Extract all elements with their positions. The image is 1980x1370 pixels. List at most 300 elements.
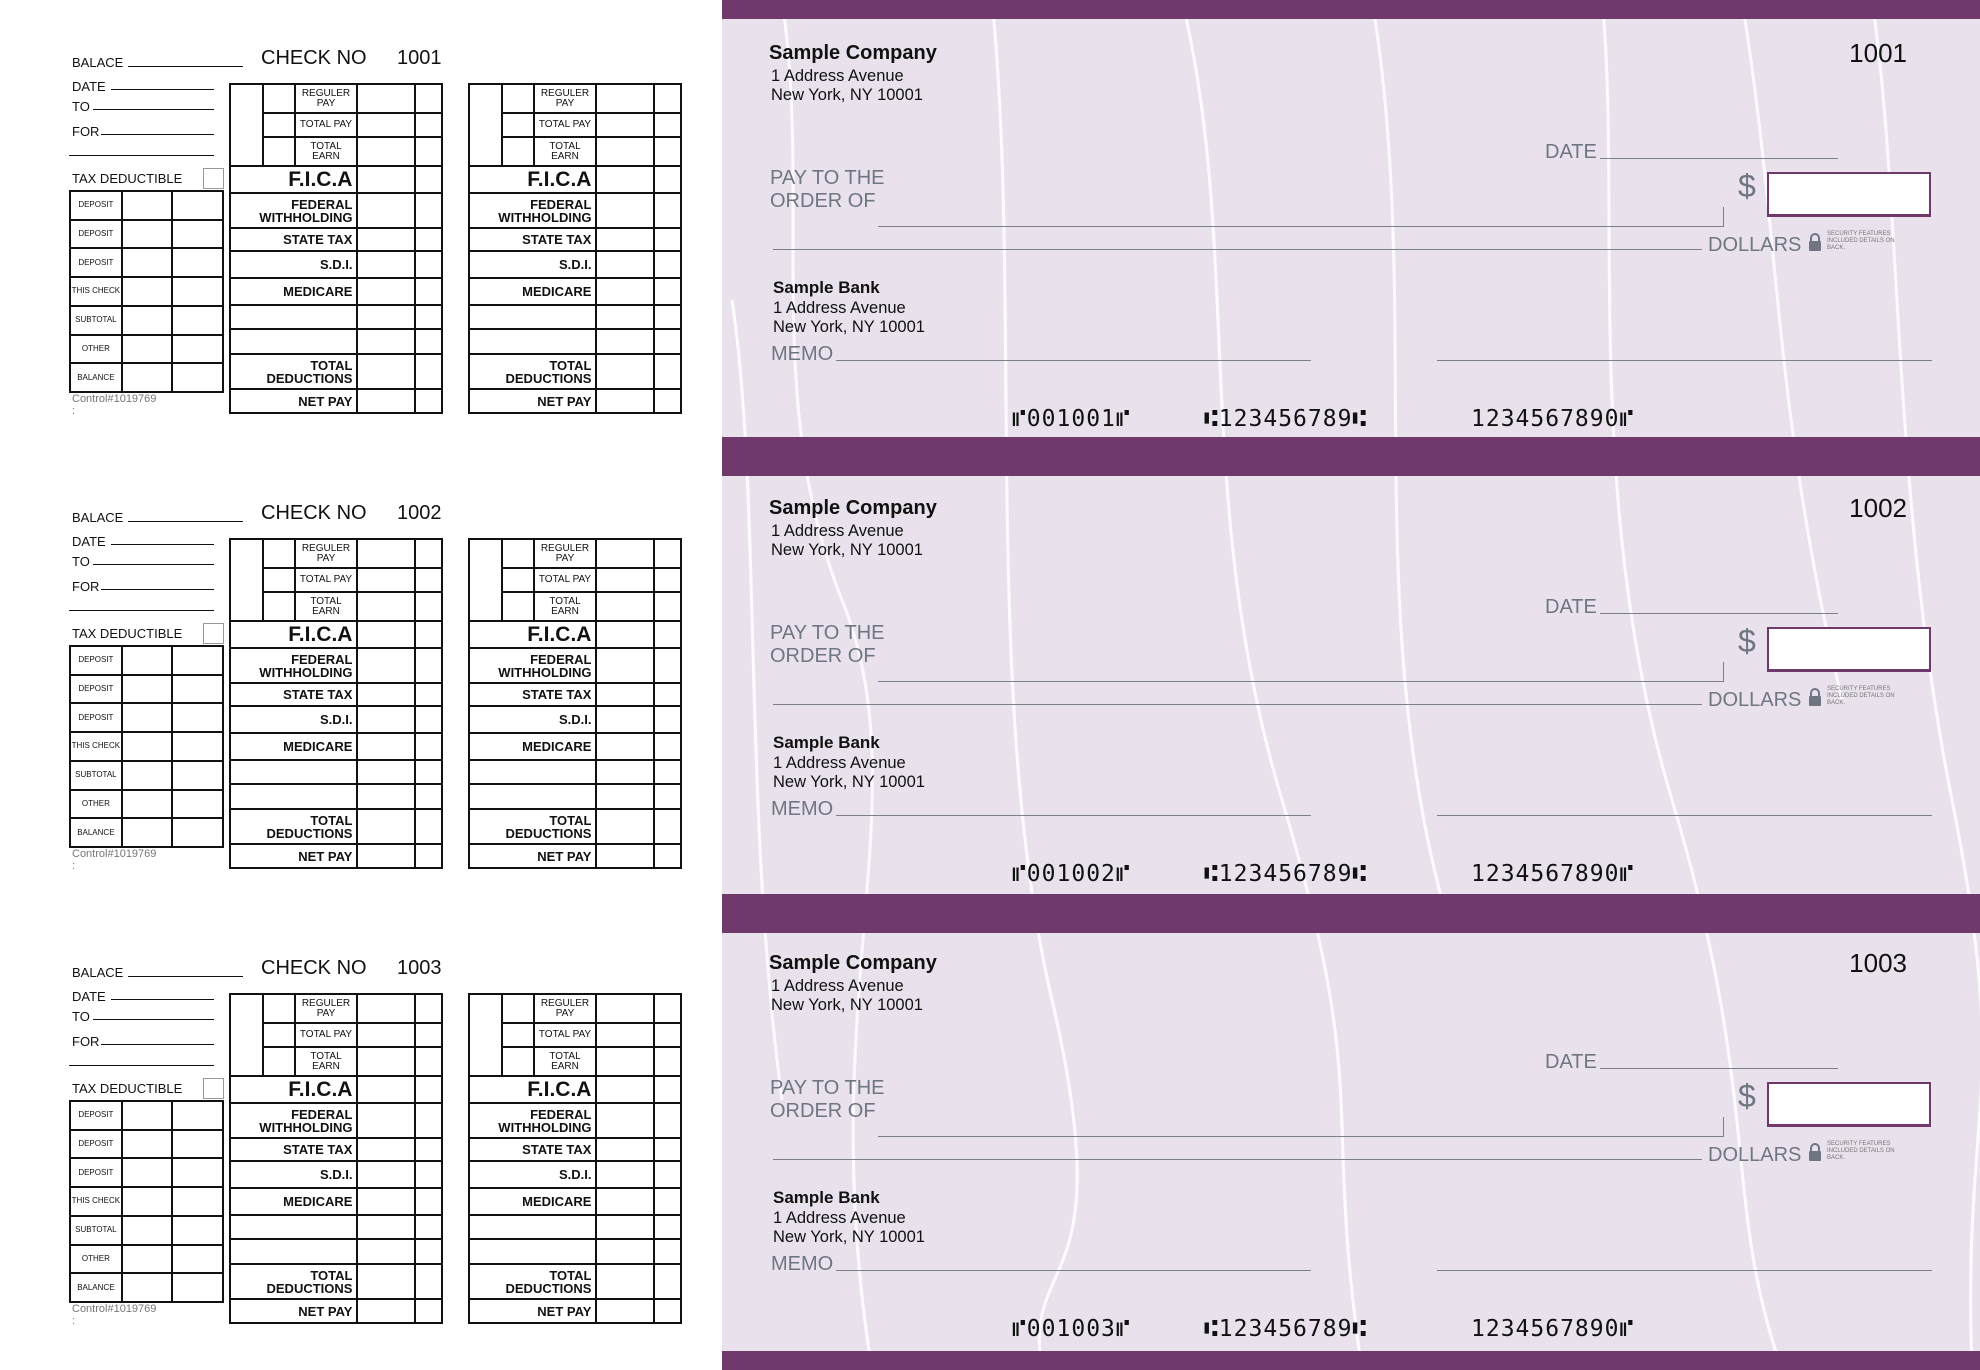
amount-cell[interactable] bbox=[596, 1103, 654, 1138]
blank-cell[interactable] bbox=[230, 1239, 357, 1264]
ledger-cell[interactable] bbox=[172, 646, 223, 675]
ledger-cell[interactable] bbox=[122, 790, 173, 819]
micr-check-number: ⑈001003⑈ bbox=[1012, 1316, 1131, 1342]
blank-cell[interactable] bbox=[263, 137, 295, 166]
cents-cell[interactable] bbox=[415, 137, 442, 166]
for-field-line2[interactable] bbox=[69, 610, 214, 611]
blank-cell[interactable] bbox=[469, 84, 502, 166]
amount-cell[interactable] bbox=[357, 137, 415, 166]
stub-check-number: 1001 bbox=[397, 47, 442, 69]
cents-cell[interactable] bbox=[415, 113, 442, 137]
ledger-label: SUBTOTAL bbox=[70, 306, 122, 335]
amount-cell[interactable] bbox=[596, 354, 654, 389]
for-field[interactable] bbox=[101, 134, 214, 135]
ledger-cell[interactable] bbox=[122, 363, 173, 392]
blank-cell[interactable] bbox=[469, 305, 596, 329]
cents-cell[interactable] bbox=[654, 1047, 681, 1076]
ledger-cell[interactable] bbox=[122, 818, 173, 847]
cents-cell[interactable] bbox=[415, 389, 442, 413]
amount-cell[interactable] bbox=[357, 760, 415, 784]
ledger-cell[interactable] bbox=[172, 1245, 223, 1274]
amount-cell[interactable] bbox=[596, 113, 654, 137]
cents-cell[interactable] bbox=[654, 1188, 681, 1215]
memo-field[interactable] bbox=[836, 815, 1311, 816]
cents-cell[interactable] bbox=[415, 1161, 442, 1188]
ledger-cell[interactable] bbox=[122, 220, 173, 249]
for-field-line2[interactable] bbox=[69, 155, 214, 156]
cents-cell[interactable] bbox=[415, 1239, 442, 1264]
federal-withholding-label: FEDERAL WITHHOLDING bbox=[230, 193, 357, 228]
total-earn-label: TOTAL EARN bbox=[534, 137, 597, 166]
blank-cell[interactable] bbox=[230, 760, 357, 784]
net-pay-label: NET PAY bbox=[469, 389, 596, 413]
ledger-cell[interactable] bbox=[172, 732, 223, 761]
net-pay-label: NET PAY bbox=[469, 844, 596, 868]
cents-cell[interactable] bbox=[415, 809, 442, 844]
ledger-cell[interactable] bbox=[122, 675, 173, 704]
ledger-cell[interactable] bbox=[172, 1273, 223, 1302]
reguler-pay-label: REGULER PAY bbox=[534, 539, 597, 568]
amount-cell[interactable] bbox=[357, 113, 415, 137]
cents-cell[interactable] bbox=[415, 760, 442, 784]
cents-cell[interactable] bbox=[415, 228, 442, 251]
cents-cell[interactable] bbox=[654, 994, 681, 1023]
ledger-cell[interactable] bbox=[172, 818, 223, 847]
amount-cell[interactable] bbox=[357, 1264, 415, 1299]
cents-cell[interactable] bbox=[654, 228, 681, 251]
to-field[interactable] bbox=[93, 1019, 214, 1020]
cents-cell[interactable] bbox=[415, 648, 442, 683]
micr-account-number: 1234567890⑈ bbox=[1471, 861, 1635, 887]
amount-cell[interactable] bbox=[596, 1023, 654, 1047]
medicare-label: MEDICARE bbox=[469, 278, 596, 305]
memo-field[interactable] bbox=[836, 1270, 1311, 1271]
date-field[interactable] bbox=[111, 544, 214, 545]
ledger-cell[interactable] bbox=[172, 306, 223, 335]
amount-cell[interactable] bbox=[596, 251, 654, 278]
cents-cell[interactable] bbox=[415, 166, 442, 193]
check-number: 1002 bbox=[1849, 493, 1907, 523]
ledger-cell[interactable] bbox=[172, 761, 223, 790]
amount-cell[interactable] bbox=[357, 1299, 415, 1323]
amount-cell[interactable] bbox=[357, 1215, 415, 1239]
ledger-cell[interactable] bbox=[122, 277, 173, 306]
cents-cell[interactable] bbox=[654, 166, 681, 193]
ledger-cell[interactable] bbox=[122, 1130, 173, 1159]
blank-cell[interactable] bbox=[230, 994, 263, 1076]
amount-cell[interactable] bbox=[357, 1239, 415, 1264]
to-field[interactable] bbox=[93, 109, 214, 110]
cents-cell[interactable] bbox=[654, 1076, 681, 1103]
amount-cell[interactable] bbox=[596, 1188, 654, 1215]
cents-cell[interactable] bbox=[415, 329, 442, 354]
amount-cell[interactable] bbox=[357, 251, 415, 278]
blank-cell[interactable] bbox=[263, 1023, 295, 1047]
ledger-cell[interactable] bbox=[122, 732, 173, 761]
amount-cell[interactable] bbox=[596, 1299, 654, 1323]
amount-cell[interactable] bbox=[357, 648, 415, 683]
amount-cell[interactable] bbox=[596, 706, 654, 733]
for-label: FOR bbox=[72, 579, 100, 594]
cents-cell[interactable] bbox=[415, 1103, 442, 1138]
ledger-cell[interactable] bbox=[122, 335, 173, 364]
tax-deductible-checkbox[interactable] bbox=[203, 168, 224, 189]
lock-icon bbox=[1808, 687, 1822, 707]
blank-cell[interactable] bbox=[263, 84, 295, 113]
ledger-cell[interactable] bbox=[172, 277, 223, 306]
cents-cell[interactable] bbox=[654, 1215, 681, 1239]
cents-cell[interactable] bbox=[654, 137, 681, 166]
amount-cell[interactable] bbox=[596, 1239, 654, 1264]
ledger-cell[interactable] bbox=[172, 790, 223, 819]
amount-cell[interactable] bbox=[596, 592, 654, 621]
company-address-line2: New York, NY 10001 bbox=[771, 996, 923, 1014]
date-field[interactable] bbox=[111, 89, 214, 90]
amount-cell[interactable] bbox=[357, 354, 415, 389]
check-number: 1003 bbox=[1849, 948, 1907, 978]
ledger-cell[interactable] bbox=[122, 1158, 173, 1187]
amount-cell[interactable] bbox=[596, 568, 654, 592]
amount-cell[interactable] bbox=[596, 648, 654, 683]
cents-cell[interactable] bbox=[654, 844, 681, 868]
bank-address-line2: New York, NY 10001 bbox=[773, 1228, 925, 1246]
ledger-cell[interactable] bbox=[172, 1101, 223, 1130]
cents-cell[interactable] bbox=[654, 539, 681, 568]
blank-cell[interactable] bbox=[230, 539, 263, 621]
cents-cell[interactable] bbox=[415, 592, 442, 621]
amount-cell[interactable] bbox=[357, 193, 415, 228]
amount-cell[interactable] bbox=[357, 683, 415, 706]
cents-cell[interactable] bbox=[654, 389, 681, 413]
signature-line[interactable] bbox=[1437, 815, 1932, 816]
amount-cell[interactable] bbox=[357, 568, 415, 592]
sdi-label: S.D.I. bbox=[469, 1161, 596, 1188]
blank-cell[interactable] bbox=[230, 84, 263, 166]
cents-cell[interactable] bbox=[415, 354, 442, 389]
cents-cell[interactable] bbox=[654, 568, 681, 592]
blank-cell[interactable] bbox=[502, 1047, 534, 1076]
for-field[interactable] bbox=[101, 1044, 214, 1045]
payee-field[interactable] bbox=[878, 662, 1724, 682]
amount-cell[interactable] bbox=[596, 733, 654, 760]
amount-cell[interactable] bbox=[596, 278, 654, 305]
ledger-cell[interactable] bbox=[172, 1216, 223, 1245]
amount-cell[interactable] bbox=[596, 389, 654, 413]
amount-cell[interactable] bbox=[596, 166, 654, 193]
balance-field[interactable] bbox=[128, 521, 243, 522]
blank-cell[interactable] bbox=[469, 784, 596, 809]
blank-cell[interactable] bbox=[469, 539, 502, 621]
total-pay-label: TOTAL PAY bbox=[534, 1023, 597, 1047]
amount-field[interactable] bbox=[1767, 172, 1931, 217]
blank-cell[interactable] bbox=[502, 592, 534, 621]
cents-cell[interactable] bbox=[415, 683, 442, 706]
ledger-cell[interactable] bbox=[122, 646, 173, 675]
cents-cell[interactable] bbox=[654, 278, 681, 305]
amount-cell[interactable] bbox=[357, 539, 415, 568]
amount-cell[interactable] bbox=[596, 305, 654, 329]
check-no-label: CHECK NO bbox=[261, 47, 367, 69]
amount-cell[interactable] bbox=[357, 994, 415, 1023]
cents-cell[interactable] bbox=[415, 706, 442, 733]
ledger-cell[interactable] bbox=[122, 1245, 173, 1274]
net-pay-label: NET PAY bbox=[230, 844, 357, 868]
total-earn-label: TOTAL EARN bbox=[534, 592, 597, 621]
ledger-cell[interactable] bbox=[172, 1187, 223, 1216]
tax-deductible-checkbox[interactable] bbox=[203, 1078, 224, 1099]
ledger-table bbox=[69, 190, 224, 393]
cents-cell[interactable] bbox=[415, 1299, 442, 1323]
company-name: Sample Company bbox=[769, 497, 937, 519]
cents-cell[interactable] bbox=[415, 1264, 442, 1299]
cents-cell[interactable] bbox=[654, 305, 681, 329]
cents-cell[interactable] bbox=[654, 84, 681, 113]
blank-cell[interactable] bbox=[502, 568, 534, 592]
ledger-cell[interactable] bbox=[172, 1158, 223, 1187]
ledger-cell[interactable] bbox=[172, 703, 223, 732]
bank-name: Sample Bank bbox=[773, 1188, 880, 1207]
cents-cell[interactable] bbox=[415, 539, 442, 568]
balance-field[interactable] bbox=[128, 976, 243, 977]
amount-cell[interactable] bbox=[357, 1023, 415, 1047]
cents-cell[interactable] bbox=[415, 1138, 442, 1161]
payroll-table bbox=[229, 538, 443, 869]
dollar-sign: $ bbox=[1738, 168, 1756, 204]
cents-cell[interactable] bbox=[415, 784, 442, 809]
federal-withholding-label: FEDERAL WITHHOLDING bbox=[230, 648, 357, 683]
cents-cell[interactable] bbox=[654, 683, 681, 706]
lock-icon bbox=[1808, 1142, 1822, 1162]
cents-cell[interactable] bbox=[654, 1239, 681, 1264]
ledger-cell[interactable] bbox=[122, 703, 173, 732]
ledger-cell[interactable] bbox=[172, 1130, 223, 1159]
amount-field[interactable] bbox=[1767, 1082, 1931, 1127]
signature-line[interactable] bbox=[1437, 1270, 1932, 1271]
blank-cell[interactable] bbox=[230, 784, 357, 809]
amount-cell[interactable] bbox=[357, 706, 415, 733]
cents-cell[interactable] bbox=[654, 113, 681, 137]
ledger-cell[interactable] bbox=[172, 335, 223, 364]
payee-field[interactable] bbox=[878, 207, 1724, 227]
cents-cell[interactable] bbox=[415, 1188, 442, 1215]
blank-cell[interactable] bbox=[263, 539, 295, 568]
amount-cell[interactable] bbox=[357, 1138, 415, 1161]
amount-cell[interactable] bbox=[357, 1047, 415, 1076]
cents-cell[interactable] bbox=[654, 621, 681, 648]
blank-cell[interactable] bbox=[263, 568, 295, 592]
blank-cell[interactable] bbox=[469, 994, 502, 1076]
cents-cell[interactable] bbox=[415, 1076, 442, 1103]
amount-cell[interactable] bbox=[596, 1138, 654, 1161]
ledger-label: OTHER bbox=[70, 790, 122, 819]
amount-words-field[interactable] bbox=[773, 1159, 1702, 1160]
amount-cell[interactable] bbox=[357, 389, 415, 413]
cents-cell[interactable] bbox=[654, 1299, 681, 1323]
amount-cell[interactable] bbox=[357, 278, 415, 305]
amount-cell[interactable] bbox=[357, 329, 415, 354]
blank-cell[interactable] bbox=[502, 137, 534, 166]
check-date-field[interactable] bbox=[1600, 1068, 1838, 1069]
cents-cell[interactable] bbox=[654, 1103, 681, 1138]
amount-cell[interactable] bbox=[357, 784, 415, 809]
amount-cell[interactable] bbox=[357, 1076, 415, 1103]
amount-cell[interactable] bbox=[357, 1103, 415, 1138]
blank-cell[interactable] bbox=[502, 994, 534, 1023]
blank-cell[interactable] bbox=[263, 1047, 295, 1076]
cents-cell[interactable] bbox=[415, 621, 442, 648]
sdi-label: S.D.I. bbox=[469, 706, 596, 733]
amount-cell[interactable] bbox=[596, 1076, 654, 1103]
blank-cell[interactable] bbox=[263, 113, 295, 137]
amount-cell[interactable] bbox=[596, 784, 654, 809]
amount-cell[interactable] bbox=[596, 84, 654, 113]
for-field[interactable] bbox=[101, 589, 214, 590]
blank-cell[interactable] bbox=[502, 84, 534, 113]
state-tax-label: STATE TAX bbox=[469, 683, 596, 706]
blank-cell[interactable] bbox=[469, 760, 596, 784]
date-field[interactable] bbox=[111, 999, 214, 1000]
blank-cell[interactable] bbox=[502, 1023, 534, 1047]
amount-cell[interactable] bbox=[596, 621, 654, 648]
amount-cell[interactable] bbox=[357, 305, 415, 329]
amount-cell[interactable] bbox=[357, 621, 415, 648]
cents-cell[interactable] bbox=[415, 1047, 442, 1076]
amount-cell[interactable] bbox=[596, 1161, 654, 1188]
control-number: Control#1019769 bbox=[72, 1303, 157, 1315]
cents-cell[interactable] bbox=[654, 592, 681, 621]
blank-cell[interactable] bbox=[469, 1239, 596, 1264]
for-label: FOR bbox=[72, 124, 100, 139]
blank-cell[interactable] bbox=[230, 329, 357, 354]
pay-to-label-line1: PAY TO THE bbox=[770, 1077, 885, 1099]
total-pay-label: TOTAL PAY bbox=[295, 113, 358, 137]
stub-check-number: 1003 bbox=[397, 957, 442, 979]
ledger-cell[interactable] bbox=[172, 248, 223, 277]
amount-words-field[interactable] bbox=[773, 704, 1702, 705]
cents-cell[interactable] bbox=[415, 278, 442, 305]
cents-cell[interactable] bbox=[654, 1161, 681, 1188]
cents-cell[interactable] bbox=[415, 844, 442, 868]
company-name: Sample Company bbox=[769, 952, 937, 974]
federal-withholding-label: FEDERAL WITHHOLDING bbox=[469, 1103, 596, 1138]
amount-cell[interactable] bbox=[596, 1264, 654, 1299]
cents-cell[interactable] bbox=[415, 84, 442, 113]
amount-cell[interactable] bbox=[357, 733, 415, 760]
amount-cell[interactable] bbox=[357, 809, 415, 844]
dollars-label: DOLLARS bbox=[1708, 234, 1802, 256]
amount-cell[interactable] bbox=[596, 228, 654, 251]
blank-cell[interactable] bbox=[263, 994, 295, 1023]
amount-cell[interactable] bbox=[357, 1188, 415, 1215]
amount-cell[interactable] bbox=[357, 1161, 415, 1188]
cents-cell[interactable] bbox=[654, 648, 681, 683]
ledger-cell[interactable] bbox=[122, 1101, 173, 1130]
ledger-cell[interactable] bbox=[172, 363, 223, 392]
tax-deductible-checkbox[interactable] bbox=[203, 623, 224, 644]
cents-cell[interactable] bbox=[415, 193, 442, 228]
amount-cell[interactable] bbox=[596, 329, 654, 354]
ledger-cell[interactable] bbox=[122, 1273, 173, 1302]
amount-cell[interactable] bbox=[596, 193, 654, 228]
ledger-cell[interactable] bbox=[122, 306, 173, 335]
ledger-cell[interactable] bbox=[172, 675, 223, 704]
ledger-cell[interactable] bbox=[172, 191, 223, 220]
amount-cell[interactable] bbox=[596, 844, 654, 868]
memo-field[interactable] bbox=[836, 360, 1311, 361]
ledger-cell[interactable] bbox=[122, 1187, 173, 1216]
amount-words-field[interactable] bbox=[773, 249, 1702, 250]
cents-cell[interactable] bbox=[415, 1215, 442, 1239]
blank-cell[interactable] bbox=[502, 539, 534, 568]
amount-cell[interactable] bbox=[596, 809, 654, 844]
cents-cell[interactable] bbox=[654, 733, 681, 760]
cents-cell[interactable] bbox=[415, 305, 442, 329]
blank-cell[interactable] bbox=[469, 1215, 596, 1239]
signature-line[interactable] bbox=[1437, 360, 1932, 361]
amount-cell[interactable] bbox=[596, 137, 654, 166]
security-features-text: SECURITY FEATURES INCLUDED DETAILS ON BACK. bbox=[1827, 686, 1895, 706]
amount-cell[interactable] bbox=[357, 844, 415, 868]
check-date-field[interactable] bbox=[1600, 158, 1838, 159]
cents-cell[interactable] bbox=[415, 251, 442, 278]
cents-cell[interactable] bbox=[654, 760, 681, 784]
cents-cell[interactable] bbox=[654, 706, 681, 733]
amount-cell[interactable] bbox=[357, 592, 415, 621]
amount-cell[interactable] bbox=[357, 84, 415, 113]
amount-cell[interactable] bbox=[596, 760, 654, 784]
cents-cell[interactable] bbox=[415, 568, 442, 592]
amount-cell[interactable] bbox=[596, 1215, 654, 1239]
balance-field[interactable] bbox=[128, 66, 243, 67]
for-field-line2[interactable] bbox=[69, 1065, 214, 1066]
amount-cell[interactable] bbox=[596, 539, 654, 568]
blank-cell[interactable] bbox=[469, 329, 596, 354]
ledger-cell[interactable] bbox=[122, 248, 173, 277]
check-date-field[interactable] bbox=[1600, 613, 1838, 614]
total-deductions-label: TOTAL DEDUCTIONS bbox=[230, 1264, 357, 1299]
amount-cell[interactable] bbox=[596, 683, 654, 706]
amount-field[interactable] bbox=[1767, 627, 1931, 672]
amount-cell[interactable] bbox=[357, 228, 415, 251]
cents-cell[interactable] bbox=[654, 251, 681, 278]
blank-cell[interactable] bbox=[230, 305, 357, 329]
blank-cell[interactable] bbox=[230, 1215, 357, 1239]
cents-cell[interactable] bbox=[654, 329, 681, 354]
blank-cell[interactable] bbox=[263, 592, 295, 621]
to-field[interactable] bbox=[93, 564, 214, 565]
amount-cell[interactable] bbox=[596, 994, 654, 1023]
blank-cell[interactable] bbox=[502, 113, 534, 137]
payee-field[interactable] bbox=[878, 1117, 1724, 1137]
cents-cell[interactable] bbox=[654, 354, 681, 389]
ledger-cell[interactable] bbox=[122, 191, 173, 220]
amount-cell[interactable] bbox=[596, 1047, 654, 1076]
cents-cell[interactable] bbox=[415, 733, 442, 760]
ledger-cell[interactable] bbox=[122, 761, 173, 790]
stub-check-number: 1002 bbox=[397, 502, 442, 524]
cents-cell[interactable] bbox=[415, 994, 442, 1023]
ledger-cell[interactable] bbox=[172, 220, 223, 249]
cents-cell[interactable] bbox=[654, 1264, 681, 1299]
cents-cell[interactable] bbox=[415, 1023, 442, 1047]
ledger-cell[interactable] bbox=[122, 1216, 173, 1245]
cents-cell[interactable] bbox=[654, 784, 681, 809]
cents-cell[interactable] bbox=[654, 1023, 681, 1047]
cents-cell[interactable] bbox=[654, 1138, 681, 1161]
amount-cell[interactable] bbox=[357, 166, 415, 193]
cents-cell[interactable] bbox=[654, 193, 681, 228]
cents-cell[interactable] bbox=[654, 809, 681, 844]
